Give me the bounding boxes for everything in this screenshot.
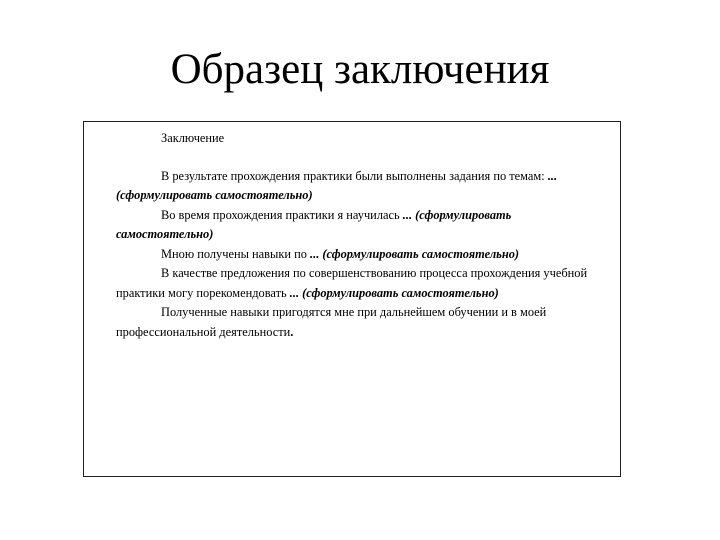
paragraph-text: В результате прохождения практики были выполнены задания по темам: <box>161 168 548 183</box>
paragraph-learned <box>116 206 596 245</box>
paragraph-tasks <box>116 167 596 206</box>
paragraph-text: Полученные навыки пригодятся мне при дальнейшем обучении и в моей профессиональной деятельности <box>116 305 547 339</box>
paragraph-text: В качестве предложения по совершенствованию процесса прохождения учебной практики могу порекомендовать <box>116 266 588 300</box>
placeholder-instruction: ... (сформулировать самостоятельно) <box>116 207 512 241</box>
placeholder-instruction: ... (сформулировать самостоятельно) <box>289 285 499 300</box>
document-frame <box>83 121 621 477</box>
document-heading: Заключение <box>161 131 225 145</box>
paragraph-suggestions <box>116 264 596 303</box>
paragraph-conclusion <box>116 303 596 342</box>
paragraph-period: . <box>290 324 294 339</box>
paragraph-skills <box>116 245 596 265</box>
placeholder-instruction: ... (сформулировать самостоятельно) <box>116 168 558 202</box>
paragraph-text: Мною получены навыки по <box>161 246 311 261</box>
document-body <box>116 129 596 342</box>
paragraph-text: Во время прохождения практики я научилась <box>161 207 403 222</box>
placeholder-instruction: ... (сформулировать самостоятельно) <box>310 246 520 261</box>
slide-title: Образец заключения <box>170 46 550 93</box>
